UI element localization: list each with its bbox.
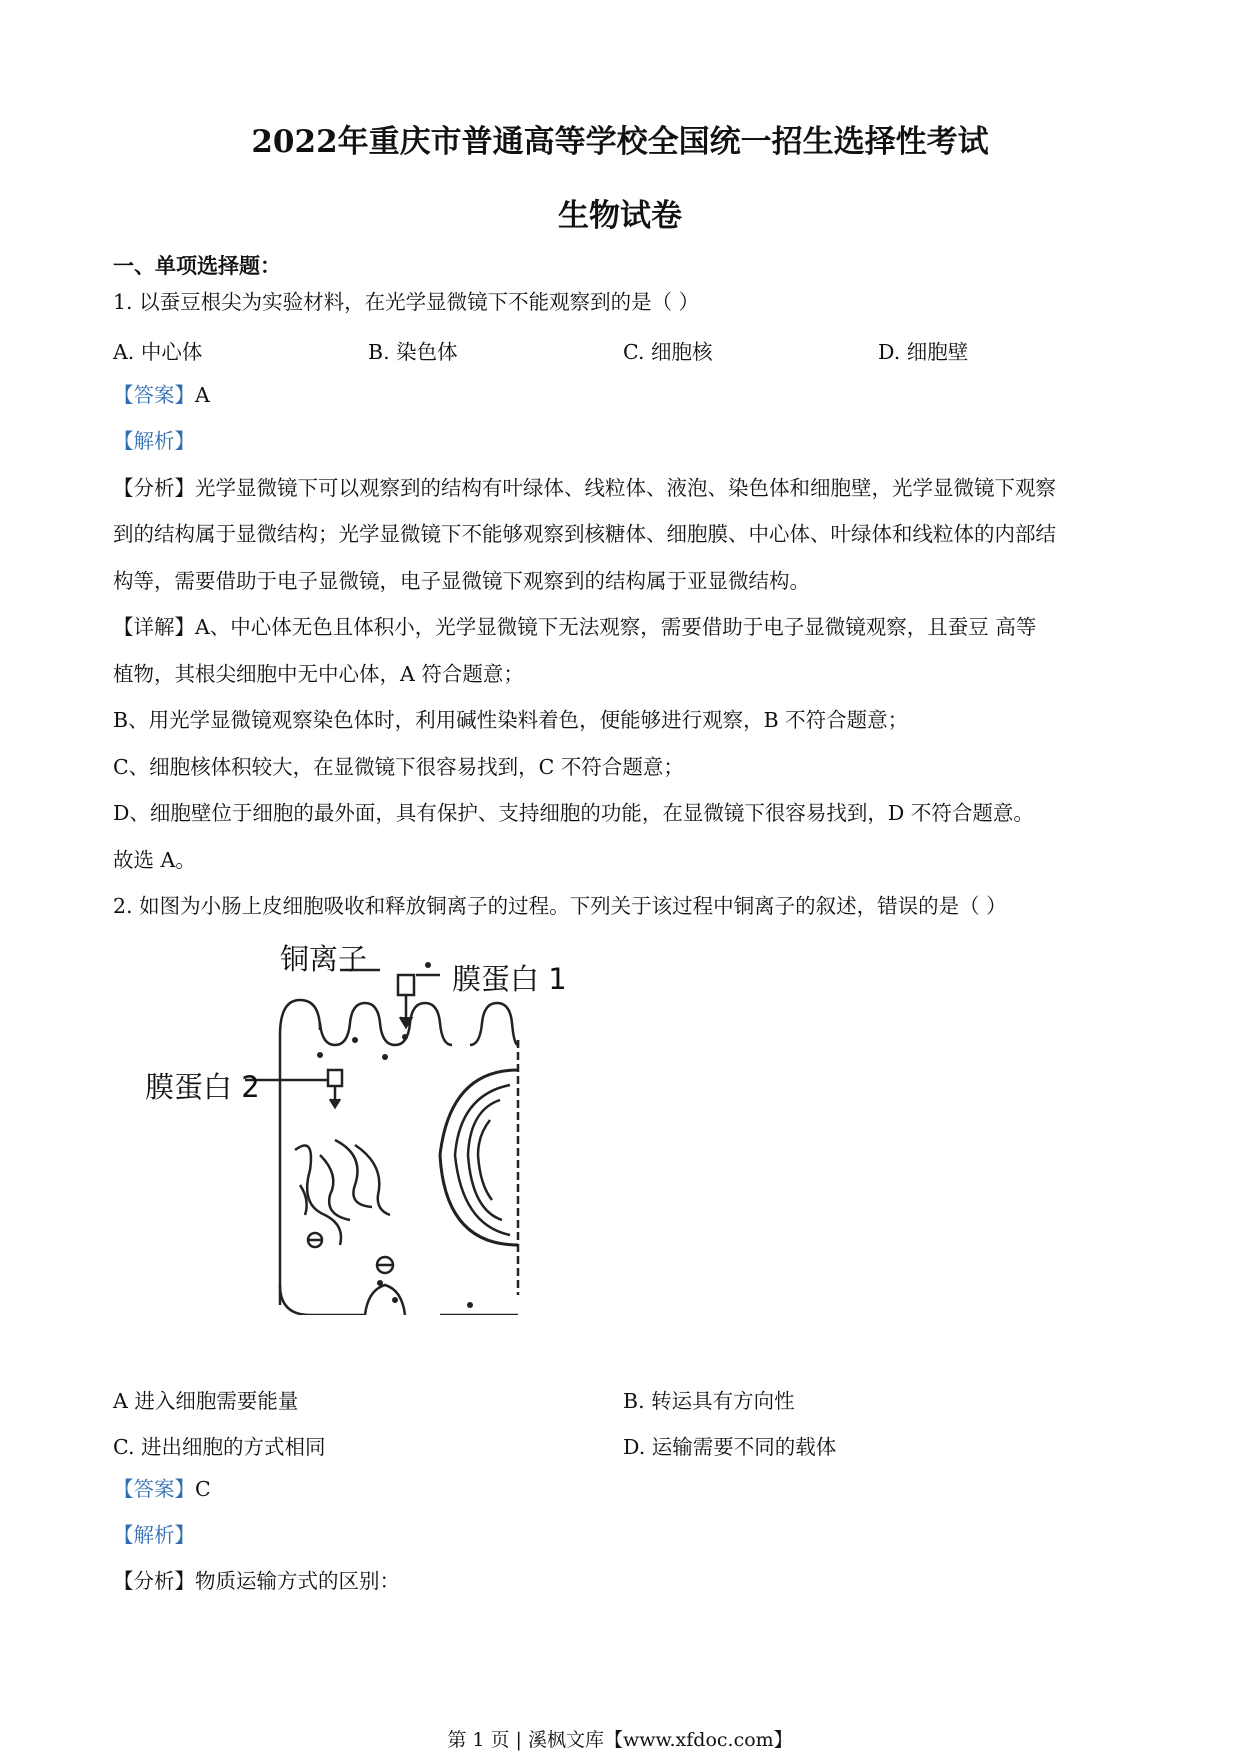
q2-option-d: D. 运输需要不同的载体	[623, 1435, 837, 1459]
cell-diagram	[140, 942, 580, 1315]
copper-ion-label: 铜离子	[280, 942, 368, 976]
q1-fenxi-line: 构等，需要借助于电子显微镜，电子显微镜下观察到的结构属于亚显微结构。	[113, 569, 810, 593]
q2-option-c: C. 进出细胞的方式相同	[113, 1435, 326, 1459]
page-footer: 第 1 页 | 溪枫文库【www.xfdoc.com】	[447, 1729, 793, 1751]
section-heading: 一、单项选择题：	[113, 253, 281, 278]
q1-analysis-tag: 【解析】	[113, 429, 195, 453]
q2-fenxi: 【分析】物质运输方式的区别：	[113, 1569, 400, 1593]
q1-option-b: B. 染色体	[368, 340, 458, 364]
q1-fenxi-line: 【分析】光学显微镜下可以观察到的结构有叶绿体、线粒体、液泡、染色体和细胞壁，光学显微镜下观察	[113, 476, 1056, 500]
q1-option-c: C. 细胞核	[623, 340, 713, 364]
q2-answer-line	[113, 1475, 211, 1503]
q1-option-d: D. 细胞壁	[878, 340, 969, 364]
q2-stem: 2. 如图为小肠上皮细胞吸收和释放铜离子的过程。下列关于该过程中铜离子的叙述，错误的是（ ）	[113, 894, 1007, 918]
q2-option-a: A 进入细胞需要能量	[113, 1389, 299, 1413]
exam-title: 2022年重庆市普通高等学校全国统一招生选择性考试	[251, 124, 989, 160]
q1-answer-tag: 【答案】	[113, 383, 195, 407]
q2-option-b: B. 转运具有方向性	[623, 1389, 795, 1413]
q1-xiangjie-line: 植物，其根尖细胞中无中心体，A 符合题意；	[113, 662, 524, 686]
q1-answer: A	[195, 383, 210, 407]
exam-subtitle: 生物试卷	[558, 198, 682, 234]
q1-stem: 1. 以蚕豆根尖为实验材料，在光学显微镜下不能观察到的是（ ）	[113, 290, 700, 314]
q1-xiangjie-line: C、细胞核体积较大，在显微镜下很容易找到，C 不符合题意；	[113, 755, 684, 779]
membrane-protein-2-label: 膜蛋白 2	[145, 1070, 260, 1104]
membrane-protein-1-label: 膜蛋白 1	[452, 962, 567, 996]
q1-xiangjie-line: B、用光学显微镜观察染色体时，利用碱性染料着色，便能够进行观察，B 不符合题意；	[113, 708, 909, 732]
q1-option-a: A. 中心体	[113, 340, 203, 364]
q1-xiangjie-line: 【详解】A、中心体无色且体积小，光学显微镜下无法观察，需要借助于电子显微镜观察，且蚕豆 高等	[113, 615, 1037, 639]
cell-diagram-drawing	[140, 945, 580, 1315]
q1-xiangjie-line: 故选 A。	[113, 848, 196, 872]
q2-analysis-tag: 【解析】	[113, 1523, 195, 1547]
q1-xiangjie-line: D、细胞壁位于细胞的最外面，具有保护、支持细胞的功能，在显微镜下很容易找到，D 不符合题意。	[113, 801, 1034, 825]
q1-fenxi-line: 到的结构属于显微结构；光学显微镜下不能够观察到核糖体、细胞膜、中心体、叶绿体和线粒体的内部结	[113, 522, 1056, 546]
q2-answer-tag: 【答案】	[113, 1477, 195, 1501]
q2-answer: C	[195, 1477, 211, 1501]
q1-answer-line	[113, 381, 210, 409]
